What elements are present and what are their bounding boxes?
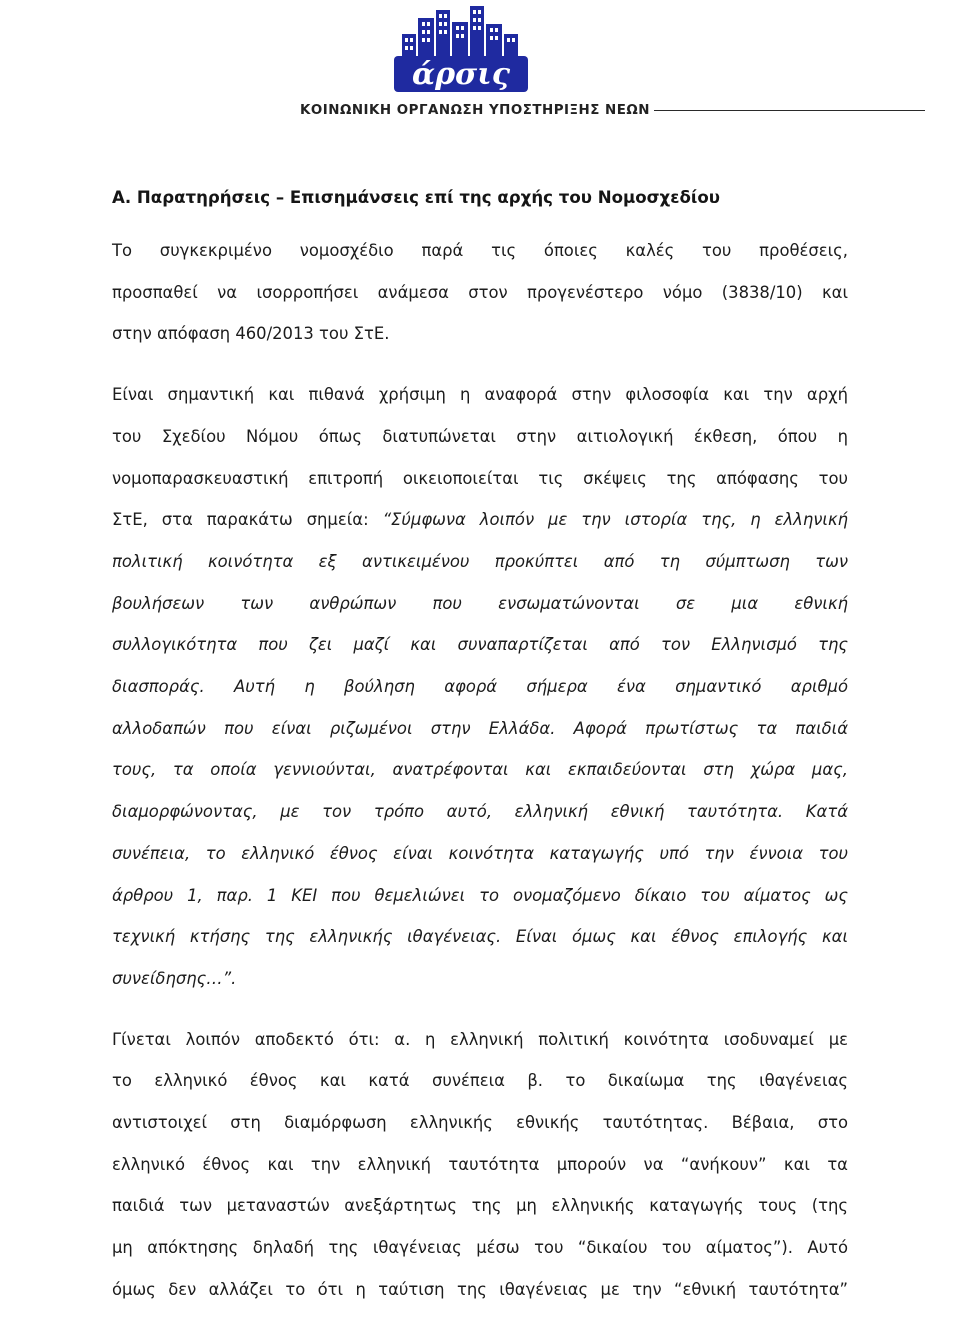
text-line: αντιστοιχεί στη διαμόρφωση ελληνικής εθνικής ταυτότητας. Βέβαια, στο bbox=[112, 1113, 848, 1133]
paragraph-1 bbox=[112, 230, 848, 355]
quote-line bbox=[112, 708, 848, 750]
quote-line bbox=[112, 583, 848, 625]
logo-wordmark: άρσις bbox=[412, 57, 510, 92]
text-line: στην απόφαση 460/2013 του ΣτΕ. bbox=[112, 324, 390, 344]
text-line-mixed bbox=[112, 499, 848, 541]
text-line: όμως δεν αλλάζει το ότι η ταύτιση της ιθαγένειας με την “εθνική ταυτότητα” bbox=[112, 1279, 848, 1299]
paragraph-2 bbox=[112, 374, 848, 1000]
quote-line bbox=[112, 541, 848, 583]
quote-run: άρθρου 1, παρ. 1 ΚΕΙ που θεμελιώνει το ονομαζόμενο δίκαιο του αίματος ως bbox=[112, 885, 848, 905]
text-line: νομοπαρασκευαστική επιτροπή οικειοποιείται τις σκέψεις της απόφασης του bbox=[112, 468, 848, 488]
quote-run: πολιτική κοινότητα εξ αντικειμένου προκύπτει από τη σύμπτωση των bbox=[112, 551, 848, 571]
text-run: ΣτΕ, στα παρακάτω σημεία: bbox=[112, 510, 383, 530]
text-line: μη απόκτησης δηλαδή της ιθαγένειας μέσω του “δικαίου του αίματος”). Αυτό bbox=[112, 1238, 848, 1258]
text-line: Γίνεται λοιπόν αποδεκτό ότι: α. η ελληνική πολιτική κοινότητα ισοδυναμεί με bbox=[112, 1029, 848, 1049]
text-line: προσπαθεί να ισορροπήσει ανάμεσα στον προγενέστερο νόμο (3838/10) και bbox=[112, 282, 848, 302]
quote-run: συνέπεια, το ελληνικό έθνος είναι κοινότητα καταγωγής υπό την έννοια του bbox=[112, 843, 848, 863]
quote-run: τους, τα οποία γεννιούνται, ανατρέφονται και εκπαιδεύονται στη χώρα μας, bbox=[112, 760, 848, 780]
text-line: Το συγκεκριμένο νομοσχέδιο παρά τις όποιες καλές του προθέσεις, bbox=[112, 241, 848, 260]
quote-run: συνείδησης…”. bbox=[112, 968, 237, 988]
organization-name: ΚΟΙΝΩΝΙΚΗ ΟΡΓΑΝΩΣΗ ΥΠΟΣΤΗΡΙΞΗΣ ΝΕΩΝ bbox=[300, 102, 650, 118]
paragraph-3 bbox=[112, 1019, 848, 1311]
document-body bbox=[112, 184, 848, 1311]
arsis-logo bbox=[380, 4, 540, 96]
text-line: του Σχεδίου Νόμου όπως διατυπώνεται στην αιτιολογική έκθεση, όπου η bbox=[112, 426, 848, 446]
quote-run: συλλογικότητα που ζει μαζί και συναπαρτίζεται από τον Ελληνισμό της bbox=[112, 635, 848, 655]
quote-line bbox=[112, 916, 848, 958]
quote-line bbox=[112, 666, 848, 708]
quote-line bbox=[112, 875, 848, 917]
text-line: Είναι σημαντική και πιθανά χρήσιμη η αναφορά στην φιλοσοφία και την αρχή bbox=[112, 385, 848, 405]
quote-line bbox=[112, 624, 848, 666]
quote-line bbox=[112, 749, 848, 791]
text-line: το ελληνικό έθνος και κατά συνέπεια β. το δικαίωμα της ιθαγένειας bbox=[112, 1071, 848, 1091]
quote-run: αλλοδαπών που είναι ριζωμένοι στην Ελλάδα. Αφορά πρωτίστως τα παιδιά bbox=[112, 718, 848, 738]
quote-line bbox=[112, 833, 848, 875]
text-line: παιδιά των μεταναστών ανεξάρτητως της μη ελληνικής καταγωγής τους (της bbox=[112, 1196, 848, 1216]
quote-run: διασποράς. Αυτή η βούληση αφορά σήμερα ένα σημαντικό αριθμό bbox=[112, 677, 848, 697]
section-heading: Α. Παρατηρήσεις – Επισημάνσεις επί της αρχής του Νομοσχεδίου bbox=[112, 188, 720, 207]
quote-run: “Σύμφωνα λοιπόν με την ιστορία της, η ελληνική bbox=[382, 510, 848, 530]
text-line: ελληνικό έθνος και την ελληνική ταυτότητα μπορούν να “ανήκουν” και τα bbox=[112, 1154, 848, 1174]
quote-run: τεχνική κτήσης της ελληνικής ιθαγένειας. Είναι όμως και έθνος επιλογής και bbox=[112, 927, 848, 947]
quote-line bbox=[112, 791, 848, 833]
quote-run: διαμορφώνοντας, με τον τρόπο αυτό, ελληνική εθνική ταυτότητα. Κατά bbox=[112, 802, 848, 822]
letterhead bbox=[0, 0, 960, 130]
header-rule bbox=[654, 110, 925, 111]
quote-run: βουλήσεων των ανθρώπων που ενσωματώνονται σε μια εθνική bbox=[112, 593, 848, 613]
quote-line bbox=[112, 958, 848, 1000]
organization-line bbox=[300, 99, 925, 121]
